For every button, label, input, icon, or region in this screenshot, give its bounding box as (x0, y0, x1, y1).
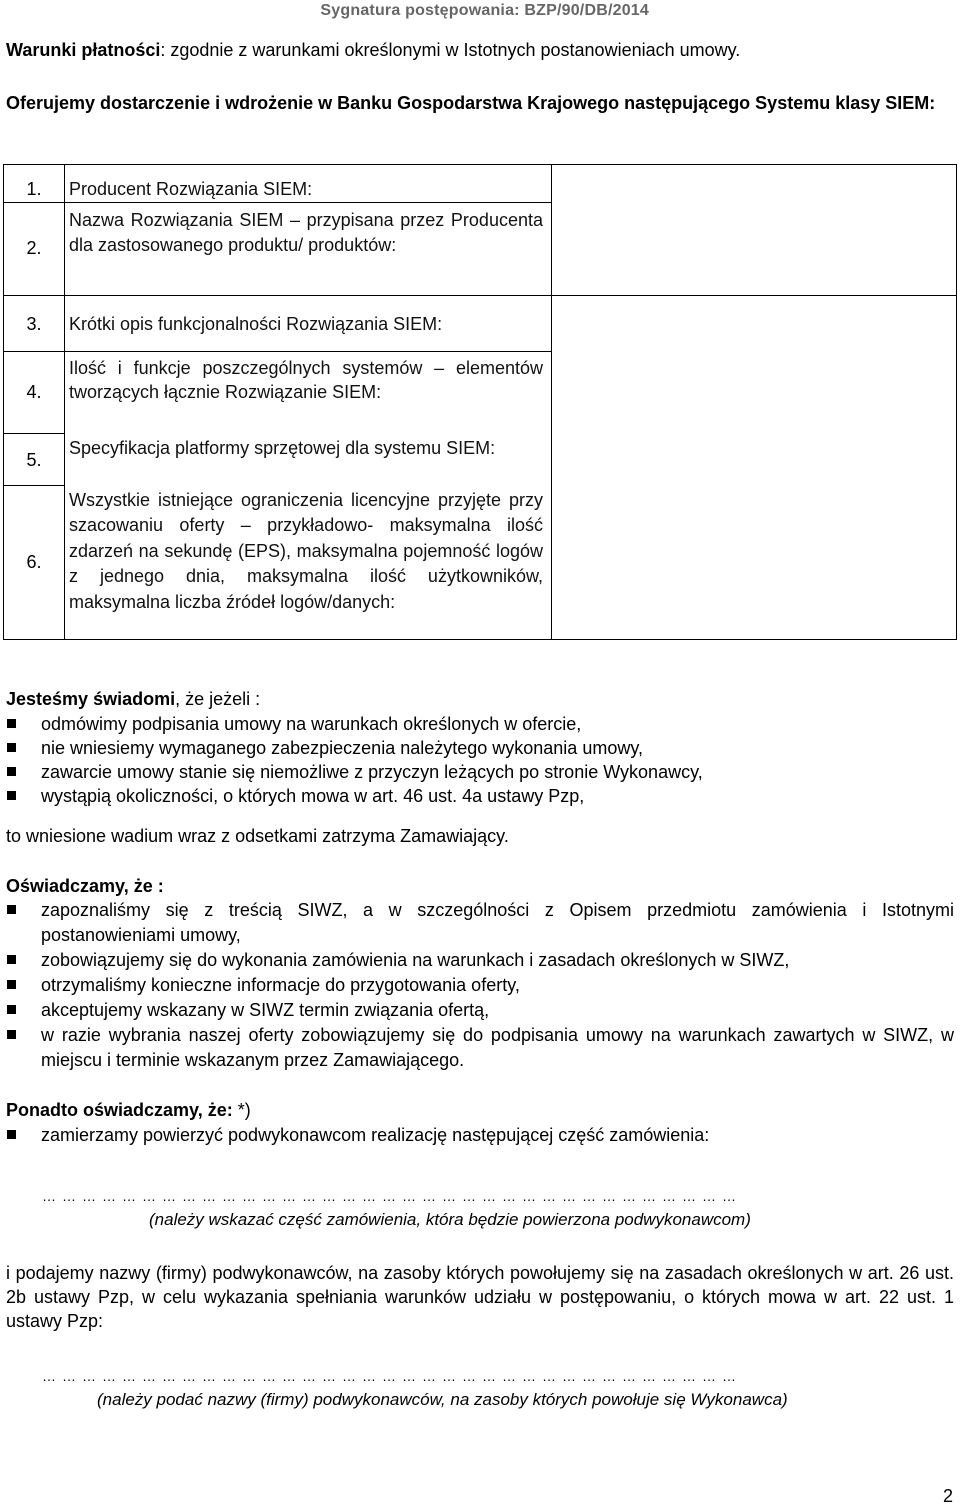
bullet-square-icon (7, 905, 16, 914)
list-item (6, 973, 954, 998)
document-signature (320, 0, 649, 23)
declare-heading: Oświadczamy, że : (6, 876, 164, 896)
list-item-text: zapoznaliśmy się z treścią SIWZ, a w szczególności z Opisem przedmiotu zamówienia i Istotnymi postanowieniami umowy, (41, 900, 954, 945)
list-item (6, 1023, 954, 1073)
row-number: 5. (4, 434, 65, 486)
bullet-square-icon (7, 719, 16, 728)
row-number: 1. (4, 165, 65, 203)
row-value-field[interactable] (552, 296, 957, 640)
list-item-text: zobowiązujemy się do wykonania zamówienia na warunkach i zasadach określonych w SIWZ, (41, 950, 790, 970)
list-item (6, 948, 954, 973)
bullet-square-icon (7, 767, 16, 776)
further-heading-rest: *) (232, 1100, 251, 1120)
list-item (6, 898, 954, 948)
aware-list (6, 712, 954, 808)
list-item-text: zamierzamy powierzyć podwykonawcom realizację następującej część zamówienia: (41, 1125, 710, 1145)
list-item (6, 736, 954, 760)
list-item-text: wystąpią okoliczności, o których mowa w art. 46 ust. 4a ustawy Pzp, (41, 786, 585, 806)
list-item (6, 784, 954, 808)
subcontractor-names-note: (należy podać nazwy (firmy) podwykonawców, na zasoby których powołuje się Wykonawca) (97, 1390, 788, 1409)
subcontractors-paragraph: i podajemy nazwy (firmy) podwykonawców, na zasoby których powołujemy się na zasadach określonych w art. 26 ust. 2b ustawy Pzp, w celu wykazania spełniania warunków udziału w postępowaniu, o których mowa w art. 22 ust. 1 ustawy Pzp: (6, 1263, 954, 1331)
list-item-text: w razie wybrania naszej oferty zobowiązujemy się do podpisania umowy na warunkach zawartych w SIWZ, w miejscu i terminie wskazanym przez Zamawiającego. (41, 1025, 954, 1070)
bullet-square-icon (7, 955, 16, 964)
subcontract-part-field[interactable]: …………………………………………………………………………………………… (42, 1188, 742, 1204)
bullet-square-icon (7, 1030, 16, 1039)
aware-heading (6, 687, 260, 711)
list-item-text: otrzymaliśmy konieczne informacje do przygotowania oferty, (41, 975, 520, 995)
aware-heading-bold: Jesteśmy świadomi (6, 689, 176, 709)
row-number: 4. (4, 352, 65, 434)
bullet-square-icon (7, 1130, 16, 1139)
signature-value: BZP/90/DB/2014 (524, 2, 649, 19)
list-item (6, 760, 954, 784)
row-label: Nazwa Rozwiązania SIEM – przypisana przez Producenta dla zastosowanego produktu/ produktów: (65, 203, 552, 296)
row-value-field[interactable] (552, 165, 957, 296)
bullet-square-icon (7, 791, 16, 800)
further-heading (6, 1098, 251, 1122)
offer-intro: Oferujemy dostarczenie i wdrożenie w Banku Gospodarstwa Krajowego następującego Systemu klasy SIEM: (6, 93, 936, 113)
bullet-square-icon (7, 1005, 16, 1014)
declare-list (6, 898, 954, 1073)
row-label: Ilość i funkcje poszczególnych systemów – elementów tworzących łącznie Rozwiązanie SIEM: (65, 352, 552, 434)
list-item (6, 1123, 954, 1147)
payment-terms-label: Warunki płatności (6, 40, 161, 60)
list-item-text: odmówimy podpisania umowy na warunkach określonych w ofercie, (41, 714, 582, 734)
aware-conclusion: to wniesione wadium wraz z odsetkami zatrzyma Zamawiający. (6, 826, 509, 846)
siem-offer-table (3, 164, 957, 640)
row-label: Wszystkie istniejące ograniczenia licencyjne przyjęte przy szacowaniu oferty – przykładowo- maksymalna ilość zdarzeń na sekundę (EPS), maksymalna pojemność logów z jednego dnia, maksymalna ilość użytkowników, maksymalna liczba źródeł logów/danych: (65, 486, 552, 640)
row-number: 6. (4, 486, 65, 640)
subcontractor-names-field[interactable]: …………………………………………………………………………………………… (42, 1368, 742, 1384)
table-row (4, 165, 957, 203)
further-heading-bold: Ponadto oświadczamy, że: (6, 1100, 233, 1120)
row-label: Specyfikacja platformy sprzętowej dla systemu SIEM: (65, 434, 552, 486)
signature-label: Sygnatura postępowania: (320, 2, 525, 19)
further-list (6, 1123, 954, 1147)
payment-terms (6, 38, 740, 62)
row-number: 3. (4, 296, 65, 352)
row-label: Producent Rozwiązania SIEM: (65, 165, 552, 203)
list-item (6, 998, 954, 1023)
page-number: 2 (942, 1486, 953, 1506)
bullet-square-icon (7, 743, 16, 752)
list-item (6, 712, 954, 736)
table-row (4, 296, 957, 352)
list-item-text: nie wniesiemy wymaganego zabezpieczenia należytego wykonania umowy, (41, 738, 643, 758)
aware-heading-rest: , że jeżeli : (175, 689, 261, 709)
payment-terms-text: : zgodnie z warunkami określonymi w Istotnych postanowieniach umowy. (160, 40, 741, 60)
row-number: 2. (4, 203, 65, 296)
subcontract-part-note: (należy wskazać część zamówienia, która będzie powierzona podwykonawcom) (149, 1210, 751, 1229)
list-item-text: zawarcie umowy stanie się niemożliwe z przyczyn leżących po stronie Wykonawcy, (41, 762, 703, 782)
row-label: Krótki opis funkcjonalności Rozwiązania SIEM: (65, 296, 552, 352)
bullet-square-icon (7, 980, 16, 989)
list-item-text: akceptujemy wskazany w SIWZ termin związania ofertą, (41, 1000, 490, 1020)
